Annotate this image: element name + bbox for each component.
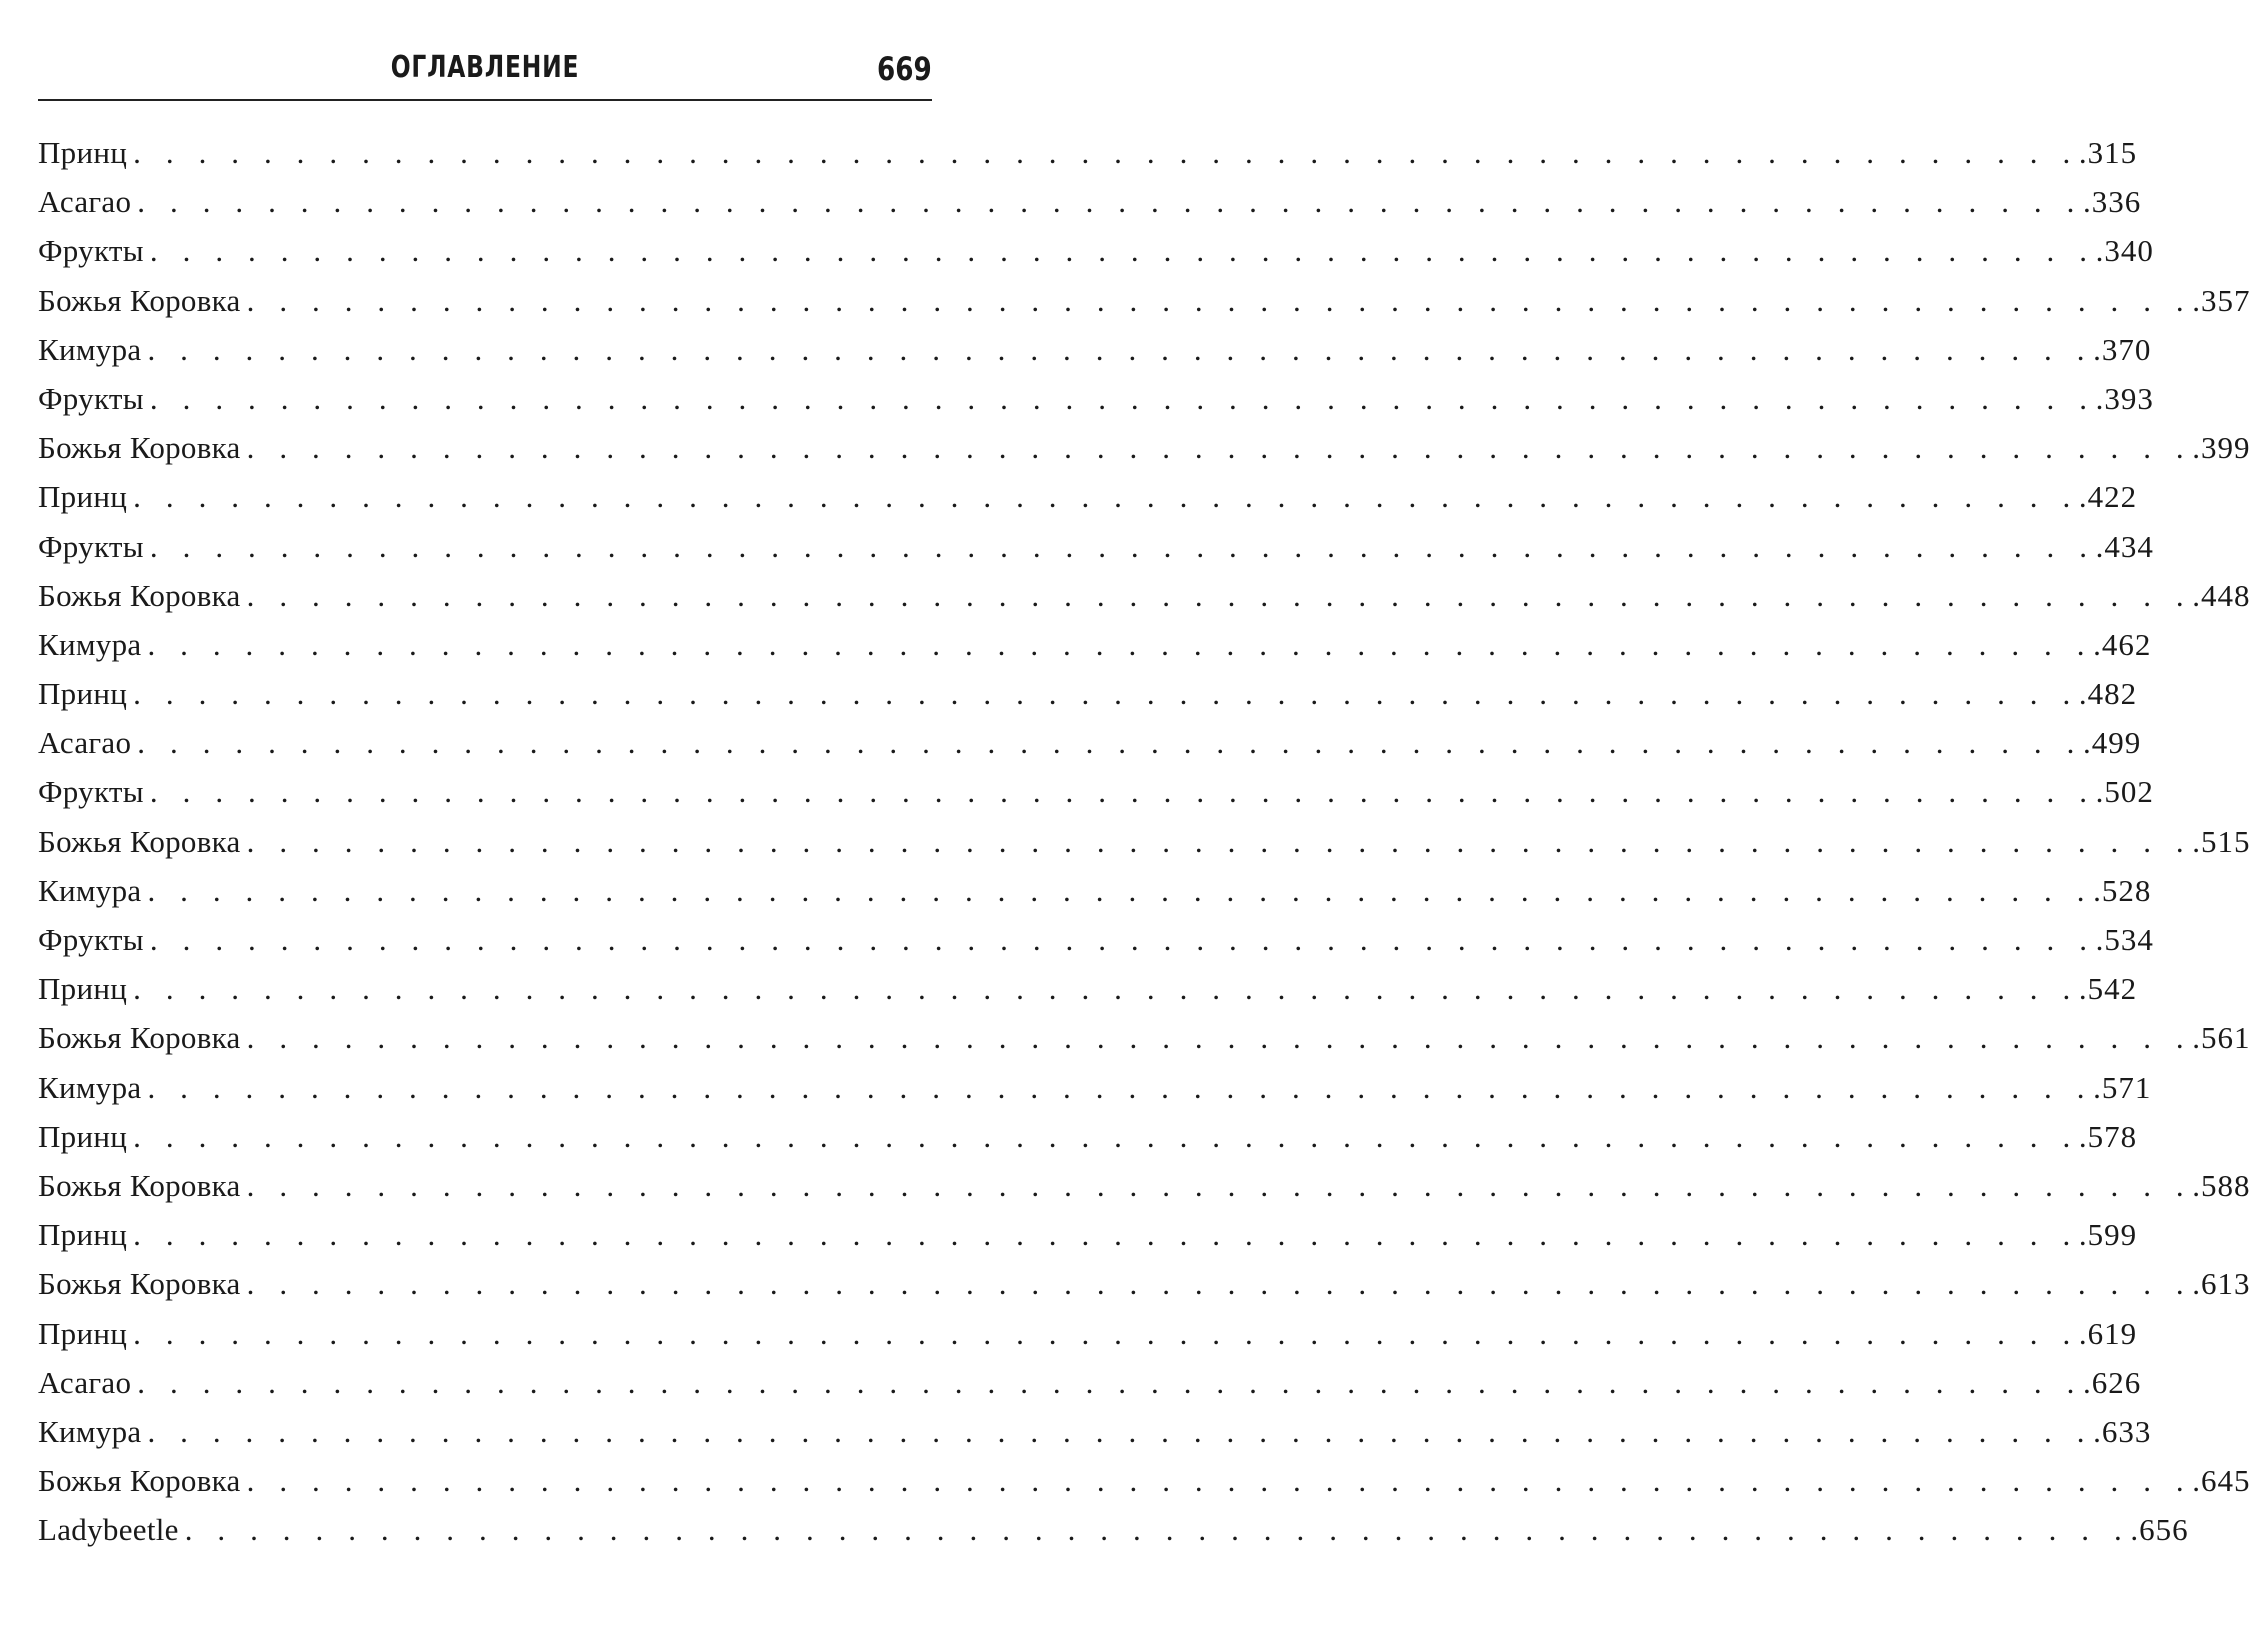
toc-entry[interactable] — [38, 276, 2251, 325]
toc-entry[interactable] — [38, 669, 2138, 718]
toc-entry[interactable] — [38, 1505, 2189, 1554]
page-number: 669 — [877, 50, 932, 88]
toc-entry[interactable] — [38, 1407, 2152, 1456]
header-rule — [38, 99, 932, 101]
toc-entry[interactable] — [38, 571, 2251, 620]
dot-leader: . . . . . . . . . . . . . . . . . . . . . . . . . . . . . . . . . . . . . . . . . . . . . . . . . . . . . . . . . . . . — [147, 626, 2094, 662]
toc-entry-page: .370 — [2093, 331, 2152, 367]
toc-entry[interactable] — [38, 1358, 2142, 1407]
toc-entry[interactable] — [38, 620, 2152, 669]
toc-entry[interactable] — [38, 866, 2152, 915]
table-of-contents — [38, 128, 2251, 1554]
toc-entry-title: Кимура — [38, 626, 142, 662]
toc-entry[interactable] — [38, 1456, 2251, 1505]
dot-leader: . . . . . . . . . . . . . . . . . . . . . . . . . . . . . . . . . . . . . . . . . . . . . . . . . . . . . . . . . . . . — [246, 823, 2193, 859]
header-title: ОГЛАВЛЕНИЕ — [390, 50, 580, 85]
toc-entry-page: .393 — [2095, 380, 2154, 416]
toc-entry-title: Божья Коровка — [38, 1020, 241, 1056]
toc-entry-title: Принц — [38, 1315, 128, 1351]
toc-entry-page: .656 — [2130, 1512, 2189, 1548]
toc-entry-title: Принц — [38, 1217, 128, 1253]
toc-entry-title: Кимура — [38, 872, 142, 908]
toc-entry[interactable] — [38, 522, 2154, 571]
toc-entry-page: .448 — [2192, 577, 2251, 613]
toc-entry-title: Фрукты — [38, 380, 144, 416]
toc-entry-title: Асагао — [38, 725, 132, 761]
toc-entry-title: Фрукты — [38, 774, 144, 810]
toc-entry-page: .542 — [2078, 971, 2138, 1007]
toc-entry-page: .534 — [2095, 922, 2154, 957]
toc-entry-title: Божья Коровка — [38, 430, 241, 466]
book-page — [38, 0, 2251, 1639]
toc-entry-title: Принц — [38, 1118, 128, 1154]
toc-entry[interactable] — [38, 1259, 2251, 1308]
toc-entry[interactable] — [38, 767, 2154, 816]
toc-entry-page: .619 — [2078, 1315, 2138, 1351]
toc-entry[interactable] — [38, 1161, 2251, 1210]
toc-entry-page: .571 — [2093, 1069, 2152, 1105]
toc-entry[interactable] — [38, 374, 2154, 423]
toc-entry-page: .626 — [2082, 1364, 2142, 1400]
dot-leader: . . . . . . . . . . . . . . . . . . . . . . . . . . . . . . . . . . . . . . . . . . . . . . . . . . . . . . . . . . . . — [137, 1364, 2083, 1400]
dot-leader: . . . . . . . . . . . . . . . . . . . . . . . . . . . . . . . . . . . . . . . . . . . . . . . . . . . . . . . . . . . . — [147, 1413, 2094, 1449]
toc-entry-title: Божья Коровка — [38, 282, 241, 318]
toc-entry[interactable] — [38, 1210, 2138, 1259]
dot-leader: . . . . . . . . . . . . . . . . . . . . . . . . . . . . . . . . . . . . . . . . . . . . . . . . . . . . . . . . . . . . — [149, 922, 2096, 957]
dot-leader: . . . . . . . . . . . . . . . . . . . . . . . . . . . . . . . . . . . . . . . . . . . . . . . . . . . . . . . . . . . . — [246, 577, 2193, 613]
toc-entry-title: Фрукты — [38, 233, 144, 269]
toc-entry-title: Принц — [38, 479, 128, 515]
toc-entry-title: Божья Коровка — [38, 1266, 241, 1302]
dot-leader: . . . . . . . . . . . . . . . . . . . . . . . . . . . . . . . . . . . . . . . . . . . . . . . . . . . . . . . . . . . . — [133, 479, 2079, 515]
dot-leader: . . . . . . . . . . . . . . . . . . . . . . . . . . . . . . . . . . . . . . . . . . . . . . . . . . . . . . . . . . . . — [149, 528, 2096, 564]
toc-entry-page: .399 — [2192, 430, 2251, 466]
toc-entry-page: .502 — [2095, 774, 2154, 810]
toc-entry[interactable] — [38, 423, 2251, 472]
toc-entry[interactable] — [38, 177, 2142, 226]
toc-entry-page: .482 — [2078, 676, 2138, 712]
toc-entry-page: .561 — [2192, 1020, 2251, 1056]
toc-entry-title: Божья Коровка — [38, 823, 241, 859]
toc-entry-title: Божья Коровка — [38, 1167, 241, 1203]
dot-leader: . . . . . . . . . . . . . . . . . . . . . . . . . . . . . . . . . . . . . . . . . . . . . . . . . . . . . . . . . . . . — [149, 774, 2096, 810]
toc-entry[interactable] — [38, 964, 2138, 1013]
toc-entry[interactable] — [38, 915, 2154, 964]
dot-leader: . . . . . . . . . . . . . . . . . . . . . . . . . . . . . . . . . . . . . . . . . . . . . . . . . . . . . . . . . . . . — [149, 233, 2096, 269]
toc-entry-title: Божья Коровка — [38, 1463, 241, 1499]
toc-entry-title: Асагао — [38, 1364, 132, 1400]
toc-entry[interactable] — [38, 718, 2142, 767]
toc-entry-page: .633 — [2093, 1413, 2152, 1449]
toc-entry-title: Кимура — [38, 331, 142, 367]
toc-entry-title: Принц — [38, 135, 128, 170]
toc-entry[interactable] — [38, 128, 2138, 177]
toc-entry[interactable] — [38, 226, 2154, 275]
dot-leader: . . . . . . . . . . . . . . . . . . . . . . . . . . . . . . . . . . . . . . . . . . . . . . . . . . . . . . . . . . . . — [246, 1167, 2193, 1203]
dot-leader: . . . . . . . . . . . . . . . . . . . . . . . . . . . . . . . . . . . . . . . . . . . . . . . . . . . . . . . . . . . . — [246, 430, 2193, 466]
toc-entry[interactable] — [38, 1309, 2138, 1358]
toc-entry-title: Божья Коровка — [38, 577, 241, 613]
dot-leader: . . . . . . . . . . . . . . . . . . . . . . . . . . . . . . . . . . . . . . . . . . . . . . . . . . . . . . . . . . . . — [246, 1020, 2193, 1056]
dot-leader: . . . . . . . . . . . . . . . . . . . . . . . . . . . . . . . . . . . . . . . . . . . . . . . . . . . . . . . . . . . . — [133, 1315, 2079, 1351]
toc-entry-title: Принц — [38, 971, 128, 1007]
toc-entry-page: .588 — [2192, 1167, 2251, 1203]
dot-leader: . . . . . . . . . . . . . . . . . . . . . . . . . . . . . . . . . . . . . . . . . . . . . . . . . . . . . . . . . . . . — [147, 872, 2094, 908]
dot-leader: . . . . . . . . . . . . . . . . . . . . . . . . . . . . . . . . . . . . . . . . . . . . . . . . . . . . . . . . . . . . — [133, 971, 2079, 1007]
toc-entry-title: Кимура — [38, 1069, 142, 1105]
dot-leader: . . . . . . . . . . . . . . . . . . . . . . . . . . . . . . . . . . . . . . . . . . . . . . . . . . . . . . . . . . . . — [133, 1217, 2079, 1253]
dot-leader: . . . . . . . . . . . . . . . . . . . . . . . . . . . . . . . . . . . . . . . . . . . . . . . . . . . . . . . . . . . . — [246, 1266, 2193, 1302]
toc-entry[interactable] — [38, 817, 2251, 866]
toc-entry-title: Принц — [38, 676, 128, 712]
toc-entry[interactable] — [38, 1112, 2138, 1161]
toc-entry-page: .528 — [2093, 872, 2152, 908]
toc-entry-page: .613 — [2192, 1266, 2251, 1302]
toc-entry-title: Асагао — [38, 184, 132, 220]
dot-leader: . . . . . . . . . . . . . . . . . . . . . . . . . . . . . . . . . . . . . . . . . . . . . . . . . . . . . . . . . . . . — [147, 1069, 2094, 1105]
toc-entry[interactable] — [38, 472, 2138, 521]
toc-entry[interactable] — [38, 1063, 2152, 1112]
dot-leader: . . . . . . . . . . . . . . . . . . . . . . . . . . . . . . . . . . . . . . . . . . . . . . . . . . . . . . . . . . . . — [184, 1512, 2131, 1548]
toc-entry-page: .499 — [2082, 725, 2142, 761]
toc-entry-title: Фрукты — [38, 528, 144, 564]
toc-entry-page: .315 — [2078, 135, 2138, 170]
toc-entry-page: .515 — [2192, 823, 2251, 859]
toc-entry[interactable] — [38, 325, 2152, 374]
toc-entry-page: .645 — [2192, 1463, 2251, 1499]
toc-entry-page: .578 — [2078, 1118, 2138, 1154]
dot-leader: . . . . . . . . . . . . . . . . . . . . . . . . . . . . . . . . . . . . . . . . . . . . . . . . . . . . . . . . . . . . — [246, 1463, 2193, 1499]
dot-leader: . . . . . . . . . . . . . . . . . . . . . . . . . . . . . . . . . . . . . . . . . . . . . . . . . . . . . . . . . . . . — [246, 282, 2193, 318]
running-header — [38, 0, 932, 101]
toc-entry[interactable] — [38, 1013, 2251, 1062]
toc-entry-page: .462 — [2093, 626, 2152, 662]
toc-entry-title: Кимура — [38, 1413, 142, 1449]
toc-entry-page: .357 — [2192, 282, 2251, 318]
toc-entry-title: Ladybeetle — [38, 1512, 179, 1548]
toc-entry-page: .599 — [2078, 1217, 2138, 1253]
dot-leader: . . . . . . . . . . . . . . . . . . . . . . . . . . . . . . . . . . . . . . . . . . . . . . . . . . . . . . . . . . . . — [137, 184, 2083, 220]
dot-leader: . . . . . . . . . . . . . . . . . . . . . . . . . . . . . . . . . . . . . . . . . . . . . . . . . . . . . . . . . . . . — [137, 725, 2083, 761]
toc-entry-title: Фрукты — [38, 922, 144, 957]
dot-leader: . . . . . . . . . . . . . . . . . . . . . . . . . . . . . . . . . . . . . . . . . . . . . . . . . . . . . . . . . . . . — [149, 380, 2096, 416]
dot-leader: . . . . . . . . . . . . . . . . . . . . . . . . . . . . . . . . . . . . . . . . . . . . . . . . . . . . . . . . . . . . — [147, 331, 2094, 367]
toc-entry-page: .340 — [2095, 233, 2154, 269]
dot-leader: . . . . . . . . . . . . . . . . . . . . . . . . . . . . . . . . . . . . . . . . . . . . . . . . . . . . . . . . . . . . — [133, 135, 2079, 170]
toc-entry-page: .434 — [2095, 528, 2154, 564]
dot-leader: . . . . . . . . . . . . . . . . . . . . . . . . . . . . . . . . . . . . . . . . . . . . . . . . . . . . . . . . . . . . — [133, 1118, 2079, 1154]
toc-entry-page: .336 — [2082, 184, 2142, 220]
toc-entry-page: .422 — [2078, 479, 2138, 515]
dot-leader: . . . . . . . . . . . . . . . . . . . . . . . . . . . . . . . . . . . . . . . . . . . . . . . . . . . . . . . . . . . . — [133, 676, 2079, 712]
